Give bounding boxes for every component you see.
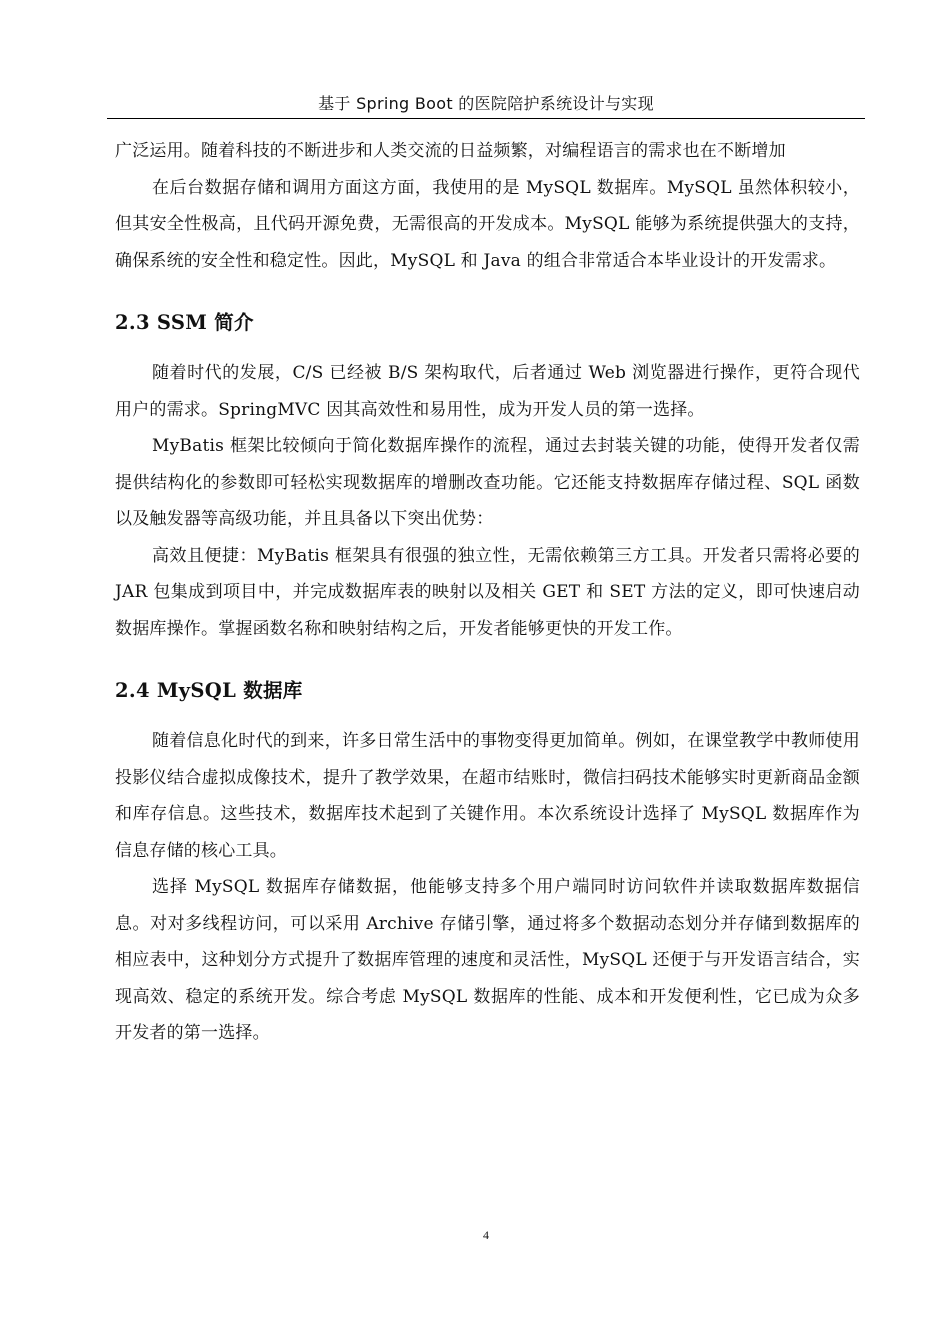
- paragraph-cs-bs: 随着时代的发展，C/S 已经被 B/S 架构取代，后者通过 Web 浏览器进行操作，更符合现代用户的需求。SpringMVC 因其高效性和易用性，成为开发人员的第一选择。: [115, 363, 860, 420]
- paragraph-mybatis: MyBatis 框架比较倾向于简化数据库操作的流程，通过去封装关键的功能，使得开发者仅需提供结构化的参数即可轻松实现数据库的增删改查功能。它还能支持数据库存储过程、SQL 函数以及触发器等高级功能，并且具备以下突出优势：: [115, 436, 860, 529]
- section-heading-2-3: 2.3 SSM 简介: [115, 311, 254, 334]
- header-rule: [107, 118, 865, 119]
- paragraph-mysql-backend: 在后台数据存储和调用方面这方面，我使用的是 MySQL 数据库。MySQL 虽然体积较小，但其安全性极高，且代码开源免费，无需很高的开发成本。MySQL 能够为系统提供强大的支持，确保系统的安全性和稳定性。因此，MySQL 和 Java 的组合非常适合本毕业设计的开发需求。: [115, 177, 860, 271]
- page-body: [115, 133, 860, 1052]
- page-number: 4: [483, 1228, 489, 1242]
- continued-paragraph: 广泛运用。随着科技的不断进步和人类交流的日益频繁，对编程语言的需求也在不断增加: [115, 141, 786, 161]
- paragraph-mybatis-advantage: 高效且便捷：MyBatis 框架具有很强的独立性，无需依赖第三方工具。开发者只需将必要的 JAR 包集成到项目中，并完成数据库表的映射以及相关 GET 和 SET 方法的定义，即可快速启动数据库操作。掌握函数名称和映射结构之后，开发者能够更快的开发工作。: [115, 545, 860, 639]
- running-header: 基于 Spring Boot 的医院陪护系统设计与实现: [318, 94, 654, 113]
- paragraph-mysql-choice: 选择 MySQL 数据库存储数据，他能够支持多个用户端同时访问软件并读取数据库数据信息。对对多线程访问，可以采用 Archive 存储引擎，通过将多个数据动态划分并存储到数据库的相应表中，这种划分方式提升了数据库管理的速度和灵活性，MySQL 还便于与开发语言结合，实现高效、稳定的系统开发。综合考虑 MySQL 数据库的性能、成本和开发便利性，它已成为众多开发者的第一选择。: [115, 877, 860, 1043]
- section-heading-2-4: 2.4 MySQL 数据库: [115, 679, 303, 702]
- paragraph-information-age: 随着信息化时代的到来，许多日常生活中的事物变得更加简单。例如，在课堂教学中教师使用投影仪结合虚拟成像技术，提升了教学效果，在超市结账时，微信扫码技术能够实时更新商品金额和库存信息。这些技术，数据库技术起到了关键作用。本次系统设计选择了 MySQL 数据库作为信息存储的核心工具。: [115, 731, 860, 861]
